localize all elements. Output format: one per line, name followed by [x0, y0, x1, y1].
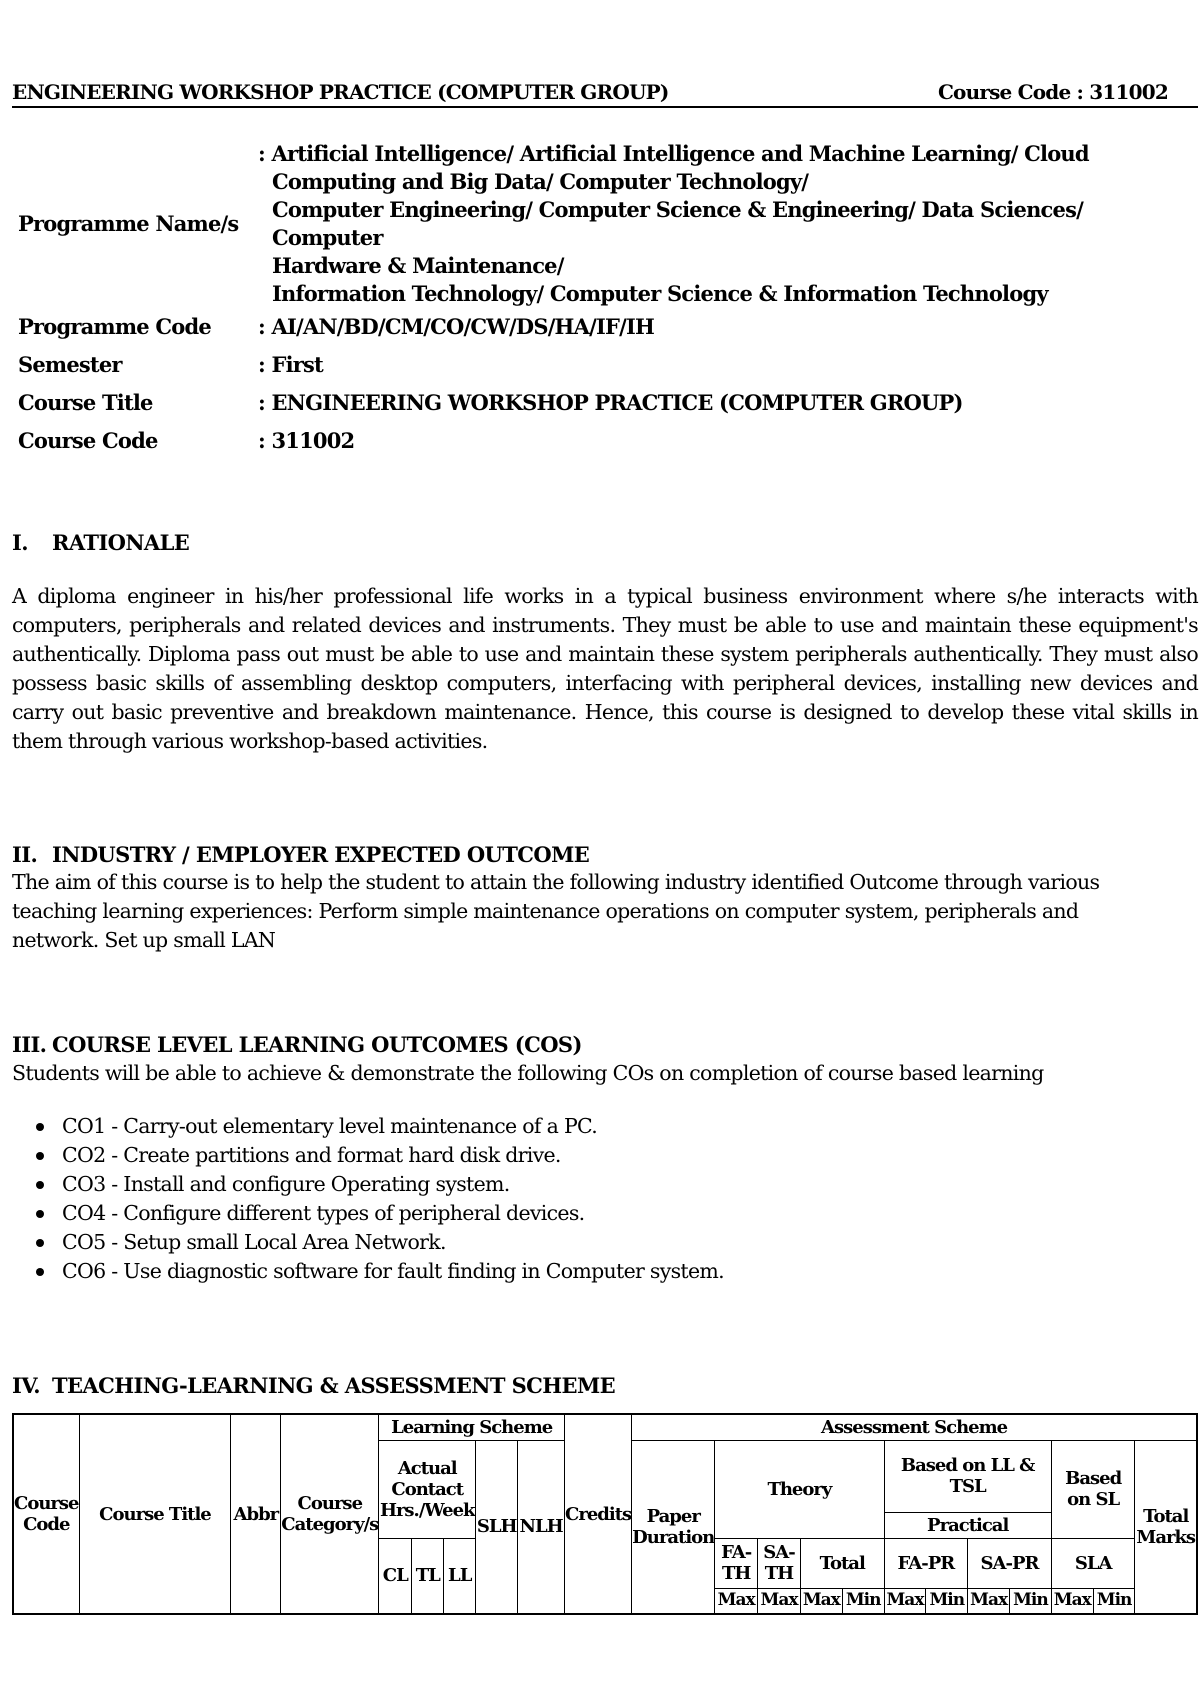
- programme-names-row: [12, 140, 1184, 308]
- programme-names-line: : Artificial Intelligence/ Artificial Intelligence and Machine Learning/ Cloud: [258, 141, 1089, 166]
- min-header: Min: [1010, 1588, 1052, 1614]
- programme-names-label: Programme Name/s: [18, 211, 239, 236]
- programme-code-value: : AI/AN/BD/CM/CO/CW/DS/HA/IF/IH: [258, 314, 655, 339]
- outcome-line: The aim of this course is to help the student to attain the following industry identified Outcome through various: [12, 870, 1100, 894]
- list-item: [12, 1257, 724, 1286]
- min-header: Min: [926, 1588, 968, 1614]
- course-code-value: : 311002: [258, 428, 355, 453]
- programme-code-label: Programme Code: [18, 314, 211, 339]
- cos-list: [12, 1112, 724, 1286]
- section-title: RATIONALE: [52, 530, 190, 555]
- section-number: I.: [12, 530, 28, 555]
- ll-header: LL: [444, 1538, 476, 1614]
- semester-value: : First: [258, 352, 323, 377]
- fa-th-header: FA-TH: [715, 1538, 758, 1588]
- programme-names-line: Computer Engineering/ Computer Science & Engineering/ Data Sciences/ Computer: [272, 197, 1083, 250]
- section-number: II.: [12, 842, 38, 867]
- list-item: [12, 1141, 724, 1170]
- outcome-paragraph: [12, 868, 1198, 955]
- section-cos-heading: [12, 1032, 582, 1057]
- list-item: [12, 1228, 724, 1257]
- semester-row: [12, 346, 1184, 384]
- total-header: Total: [800, 1538, 884, 1588]
- course-code-row: [12, 422, 1184, 460]
- bullet-icon: [36, 1123, 44, 1131]
- programme-code-row: [12, 308, 1184, 346]
- list-item: [12, 1112, 724, 1141]
- cos-intro: Students will be able to achieve & demonstrate the following COs on completion of course based learning: [12, 1061, 1044, 1085]
- course-title-row: [12, 384, 1184, 422]
- programme-names-value: [252, 140, 1184, 308]
- based-on-sl-header: Based on SL: [1051, 1440, 1135, 1538]
- programme-names-line: Information Technology/ Computer Science & Information Technology: [272, 281, 1048, 306]
- practical-header: Practical: [884, 1512, 1051, 1538]
- nlh-header: NLH: [518, 1440, 565, 1614]
- max-header: Max: [800, 1588, 842, 1614]
- bullet-icon: [36, 1181, 44, 1189]
- bullet-icon: [36, 1210, 44, 1218]
- cl-header: CL: [379, 1538, 412, 1614]
- co-text: CO3 - Install and configure Operating system.: [62, 1172, 510, 1196]
- sla-header: SLA: [1051, 1538, 1135, 1588]
- section-rationale-heading: [12, 530, 189, 555]
- course-code-label: Course Code: [18, 428, 158, 453]
- co-text: CO4 - Configure different types of peripheral devices.: [62, 1201, 585, 1225]
- max-header: Max: [1051, 1588, 1093, 1614]
- course-title-label: Course Title: [18, 390, 153, 415]
- theory-header: Theory: [715, 1440, 884, 1538]
- sa-th-header: SA-TH: [758, 1538, 801, 1588]
- slh-header: SLH: [476, 1440, 518, 1614]
- min-header: Min: [842, 1588, 884, 1614]
- section-number: IV.: [12, 1373, 40, 1398]
- max-header: Max: [968, 1588, 1010, 1614]
- section-title: INDUSTRY / EMPLOYER EXPECTED OUTCOME: [52, 842, 590, 867]
- section-number: III.: [12, 1032, 47, 1057]
- programme-names-line: Hardware & Maintenance/: [272, 253, 564, 278]
- fa-pr-header: FA-PR: [884, 1538, 968, 1588]
- programme-names-line: Computing and Big Data/ Computer Technology/: [272, 169, 809, 194]
- co-text: CO2 - Create partitions and format hard disk drive.: [62, 1143, 561, 1167]
- section-title: COURSE LEVEL LEARNING OUTCOMES (COS): [52, 1032, 582, 1057]
- tl-header: TL: [412, 1538, 444, 1614]
- credits-header: Credits: [565, 1414, 632, 1614]
- semester-label: Semester: [18, 352, 122, 377]
- section-scheme-heading: [12, 1373, 615, 1398]
- outcome-line: teaching learning experiences: Perform simple maintenance operations on computer system, peripherals and: [12, 899, 1079, 923]
- course-code-header: Course Code: [13, 1414, 79, 1614]
- co-text: CO6 - Use diagnostic software for fault finding in Computer system.: [62, 1259, 724, 1283]
- total-marks-header: Total Marks: [1135, 1440, 1197, 1614]
- course-title-header: Course Title: [79, 1414, 231, 1614]
- outcome-line: network. Set up small LAN: [12, 928, 276, 952]
- based-on-ll-tsl-header: Based on LL & TSL: [884, 1440, 1051, 1512]
- min-header: Min: [1093, 1588, 1135, 1614]
- paper-duration-header: Paper Duration: [632, 1440, 715, 1614]
- co-text: CO1 - Carry-out elementary level maintenance of a PC.: [62, 1114, 598, 1138]
- max-header: Max: [758, 1588, 801, 1614]
- page-header: [12, 74, 1198, 108]
- teaching-assessment-scheme-table: [12, 1413, 1198, 1615]
- rationale-paragraph: A diploma engineer in his/her professional life works in a typical business environment where s/he interacts with computers, peripherals and related devices and instruments. They must be able to use and maintain these equipment's authentically. Diploma pass out must be able to use and maintain these system peripherals authentically. They must also possess basic skills of assembling desktop computers, interfacing with peripheral devices, installing new devices and carry out basic preventive and breakdown maintenance. Hence, this course is designed to develop these vital skills in them through various workshop-based activities.: [12, 584, 1198, 753]
- max-header: Max: [884, 1588, 926, 1614]
- bullet-icon: [36, 1239, 44, 1247]
- max-header: Max: [715, 1588, 758, 1614]
- course-category-header: Course Category/s: [281, 1414, 379, 1614]
- co-text: CO5 - Setup small Local Area Network.: [62, 1230, 446, 1254]
- section-outcome-heading: [12, 842, 589, 867]
- abbr-header: Abbr: [231, 1414, 281, 1614]
- list-item: [12, 1199, 724, 1228]
- list-item: [12, 1170, 724, 1199]
- assessment-scheme-header: Assessment Scheme: [632, 1414, 1197, 1440]
- header-title: ENGINEERING WORKSHOP PRACTICE (COMPUTER GROUP): [12, 80, 669, 104]
- section-title: TEACHING-LEARNING & ASSESSMENT SCHEME: [52, 1373, 615, 1398]
- learning-scheme-header: Learning Scheme: [379, 1414, 565, 1440]
- bullet-icon: [36, 1152, 44, 1160]
- bullet-icon: [36, 1268, 44, 1276]
- course-title-value: : ENGINEERING WORKSHOP PRACTICE (COMPUTER GROUP): [258, 390, 963, 415]
- header-course-code: Course Code : 311002: [937, 80, 1168, 104]
- sa-pr-header: SA-PR: [968, 1538, 1052, 1588]
- course-info-table: [12, 140, 1184, 460]
- actual-contact-header: Actual Contact Hrs./Week: [379, 1440, 476, 1538]
